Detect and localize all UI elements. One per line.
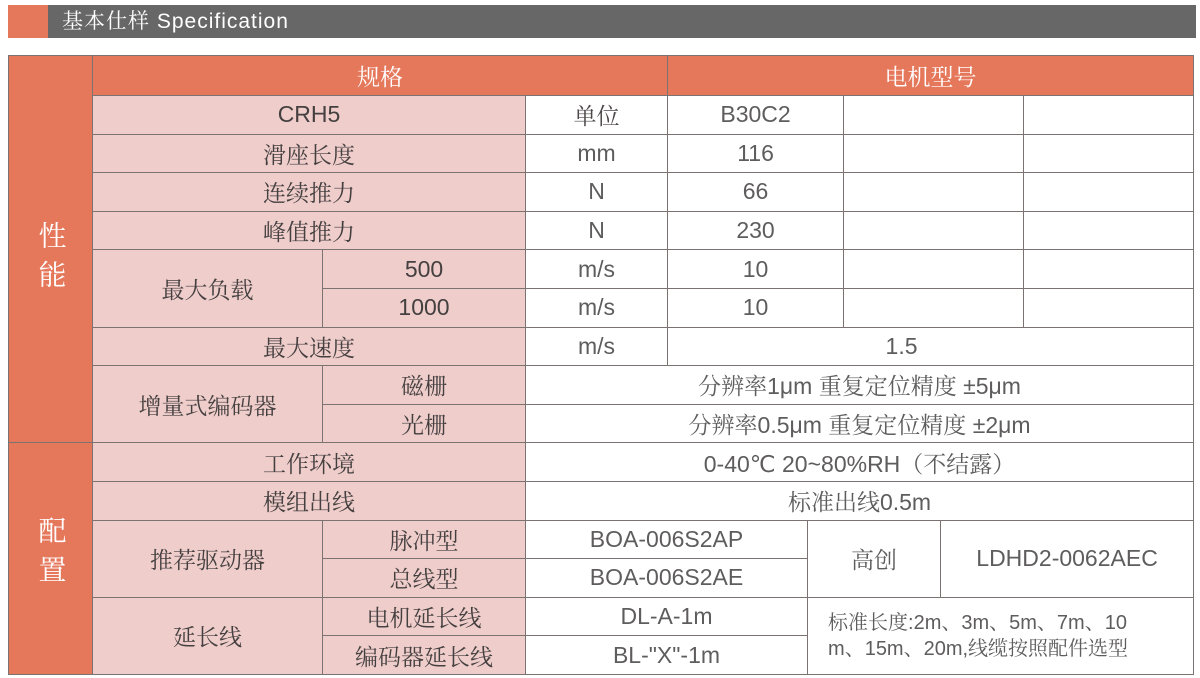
- configuration-vertical-text: 配置: [35, 516, 67, 595]
- row-label-slide-length: 滑座长度: [93, 134, 526, 173]
- cell-max-load-1000-unit: m/s: [526, 288, 668, 327]
- empty-cell: [844, 173, 1024, 212]
- table-row: [9, 520, 1194, 559]
- section-label-performance: [9, 56, 93, 443]
- table-row: [9, 597, 1194, 636]
- row-label-continuous-thrust: 连续推力: [93, 173, 526, 212]
- cell-driver-pulse-value: BOA-006S2AP: [526, 520, 808, 559]
- row-label-encoder: 增量式编码器: [93, 366, 323, 443]
- cell-continuous-thrust-unit: N: [526, 173, 668, 212]
- sub-label-extension-encoder: 编码器延长线: [323, 636, 526, 675]
- row-label-extension-cable: 延长线: [93, 597, 323, 674]
- page-title: 基本仕样 Specification: [48, 5, 1196, 38]
- extension-note-line1: 标准长度:2m、3m、5m、7m、10: [828, 611, 1127, 634]
- cell-extension-encoder-value: BL-"X"-1m: [526, 636, 808, 675]
- table-row: [9, 211, 1194, 250]
- empty-cell: [1024, 134, 1194, 173]
- row-label-max-load: 最大负载: [93, 250, 323, 327]
- sub-label-max-load-1000: 1000: [323, 288, 526, 327]
- table-row: [9, 327, 1194, 366]
- cell-peak-thrust-value: 230: [668, 211, 844, 250]
- empty-cell: [1024, 96, 1194, 135]
- empty-cell: [1024, 211, 1194, 250]
- empty-cell: [1024, 288, 1194, 327]
- table-row: [9, 443, 1194, 482]
- empty-cell: [844, 96, 1024, 135]
- cell-module-cable-value: 标准出线0.5m: [526, 481, 1194, 520]
- row-label-model: CRH5: [93, 96, 526, 135]
- row-label-peak-thrust: 峰值推力: [93, 211, 526, 250]
- table-row: [9, 134, 1194, 173]
- row-label-recommended-driver: 推荐驱动器: [93, 520, 323, 597]
- column-header-motor-model: 电机型号: [668, 56, 1194, 96]
- table-row: [9, 481, 1194, 520]
- cell-max-speed-unit: m/s: [526, 327, 668, 366]
- empty-cell: [1024, 250, 1194, 289]
- cell-continuous-thrust-value: 66: [668, 173, 844, 212]
- cell-max-load-500-value: 10: [668, 250, 844, 289]
- cell-extension-motor-value: DL-A-1m: [526, 597, 808, 636]
- row-label-max-speed: 最大速度: [93, 327, 526, 366]
- table-row: [9, 96, 1194, 135]
- sub-label-max-load-500: 500: [323, 250, 526, 289]
- table-row: [9, 173, 1194, 212]
- column-header-spec: 规格: [93, 56, 668, 96]
- cell-max-load-500-unit: m/s: [526, 250, 668, 289]
- sub-label-driver-pulse: 脉冲型: [323, 520, 526, 559]
- cell-peak-thrust-unit: N: [526, 211, 668, 250]
- sub-label-encoder-magnetic: 磁栅: [323, 366, 526, 405]
- cell-slide-length-unit: mm: [526, 134, 668, 173]
- table-row: [9, 56, 1194, 96]
- specification-table: [8, 55, 1194, 675]
- cell-slide-length-value: 116: [668, 134, 844, 173]
- empty-cell: [844, 211, 1024, 250]
- extension-note-line2: m、15m、20m,线缆按照配件选型: [828, 638, 1129, 661]
- sub-label-driver-bus: 总线型: [323, 559, 526, 598]
- table-row: [9, 250, 1194, 289]
- section-label-configuration: [9, 443, 93, 675]
- accent-square: [8, 5, 48, 38]
- empty-cell: [844, 288, 1024, 327]
- empty-cell: [844, 134, 1024, 173]
- cell-max-speed-value: 1.5: [668, 327, 1194, 366]
- performance-vertical-text: 性能: [35, 220, 67, 299]
- cell-motor-model: B30C2: [668, 96, 844, 135]
- cell-extension-length-note: [808, 597, 1194, 674]
- row-label-module-cable: 模组出线: [93, 481, 526, 520]
- cell-encoder-optical-value: 分辨率0.5μm 重复定位精度 ±2μm: [526, 404, 1194, 443]
- empty-cell: [844, 250, 1024, 289]
- sub-label-encoder-optical: 光栅: [323, 404, 526, 443]
- empty-cell: [1024, 173, 1194, 212]
- cell-encoder-magnetic-value: 分辨率1μm 重复定位精度 ±5μm: [526, 366, 1194, 405]
- cell-driver-brand-model: LDHD2-0062AEC: [941, 520, 1194, 597]
- cell-unit-header: 单位: [526, 96, 668, 135]
- sub-label-extension-motor: 电机延长线: [323, 597, 526, 636]
- row-label-work-environment: 工作环境: [93, 443, 526, 482]
- cell-driver-bus-value: BOA-006S2AE: [526, 559, 808, 598]
- section-title-bar: [8, 5, 1196, 38]
- table-row: [9, 366, 1194, 405]
- cell-driver-brand: 高创: [808, 520, 941, 597]
- cell-max-load-1000-value: 10: [668, 288, 844, 327]
- cell-work-environment-value: 0-40℃ 20~80%RH（不结露）: [526, 443, 1194, 482]
